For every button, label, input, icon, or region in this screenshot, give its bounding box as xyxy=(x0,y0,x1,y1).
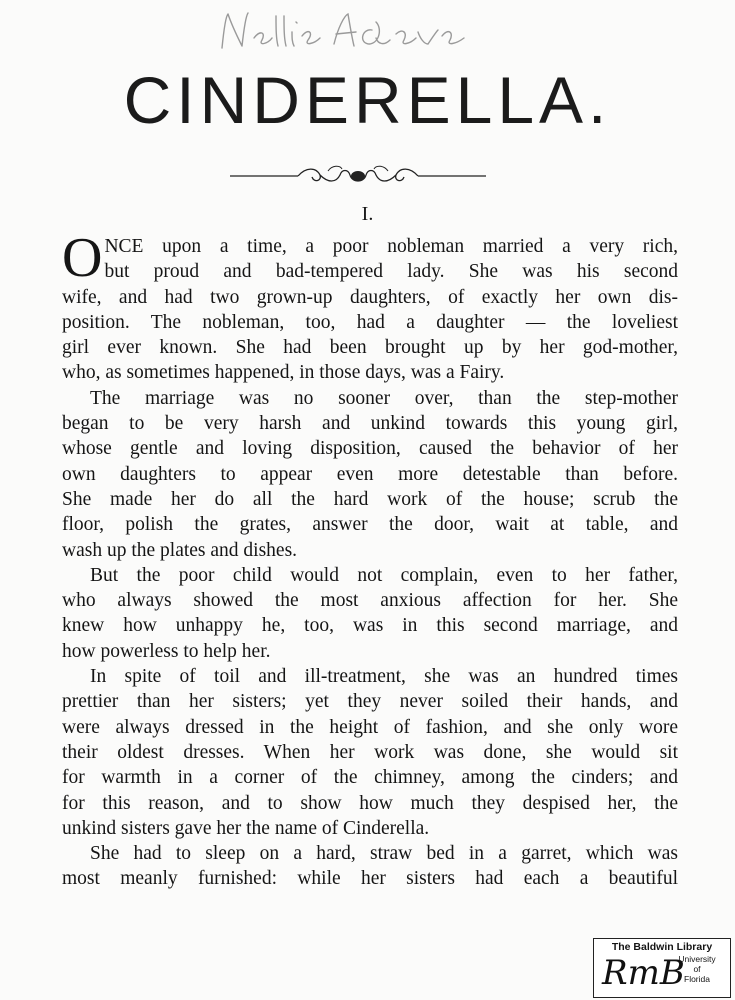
text-line: their oldest dresses. When her work was done, she would sit xyxy=(62,741,678,763)
stamp-line: University xyxy=(678,954,716,964)
text-line: were always dressed in the height of fashion, and she only wore xyxy=(62,716,678,738)
text-line: prettier than her sisters; yet they never soiled their hands, and xyxy=(62,691,678,713)
chapter-number: I. xyxy=(361,203,374,225)
text-line: floor, polish the grates, answer the door, wait at table, and xyxy=(62,514,678,536)
text-line: wife, and had two grown-up daughters, of exactly her own dis- xyxy=(62,286,678,308)
text-line: knew how unhappy he, too, was in this second marriage, and xyxy=(62,615,678,637)
baldwin-library-stamp xyxy=(593,938,731,998)
handwritten-signature xyxy=(212,8,512,58)
stamp-line: Florida xyxy=(684,974,710,984)
rmb-logo-icon: RmB xyxy=(602,953,685,993)
ornamental-divider-icon xyxy=(228,161,488,191)
text-line: unkind sisters gave her the name of Cinderella. xyxy=(62,817,430,839)
text-line: But the poor child would not complain, even to her father, xyxy=(90,564,678,586)
text-line: girl ever known. She had been brought up by her god-mother, xyxy=(62,337,678,359)
text-line: but proud and bad-tempered lady. She was his second xyxy=(104,261,678,283)
stamp-university xyxy=(670,954,724,984)
text-line: for warmth in a corner of the chimney, among the cinders; and xyxy=(62,767,678,789)
text-line: In spite of toil and ill-treatment, she was an hundred times xyxy=(90,666,678,688)
text-line: NCE upon a time, a poor nobleman married a very rich, xyxy=(104,236,678,257)
stamp-line: of xyxy=(693,964,701,974)
stamp-title: The Baldwin Library xyxy=(611,941,713,953)
text-line: whose gentle and loving disposition, caused the behavior of her xyxy=(62,438,678,460)
text-line: who, as sometimes happened, in those days, was a Fairy. xyxy=(62,362,505,384)
text-line: position. The nobleman, too, had a daughter — the loveliest xyxy=(62,311,678,333)
text-line: own daughters to appear even more detestable than before. xyxy=(62,463,678,485)
text-line: how powerless to help her. xyxy=(62,640,271,662)
book-title: CINDERELLA. xyxy=(123,63,612,137)
text-line: for this reason, and to show how much they despised her, the xyxy=(62,792,678,814)
text-line: wash up the plates and dishes. xyxy=(62,539,298,561)
text-line: who always showed the most anxious affection for her. She xyxy=(62,590,678,612)
text-line: most meanly furnished: while her sisters had each a beautiful xyxy=(62,868,678,890)
story-text xyxy=(62,227,678,892)
text-line: She had to sleep on a hard, straw bed in a garret, which was xyxy=(90,843,678,865)
text-line: began to be very harsh and unkind towards this young girl, xyxy=(62,413,678,435)
text-line: She made her do all the hard work of the house; scrub the xyxy=(62,488,678,510)
text-line: The marriage was no sooner over, than the step-mother xyxy=(90,387,678,409)
drop-cap: O xyxy=(62,227,103,289)
